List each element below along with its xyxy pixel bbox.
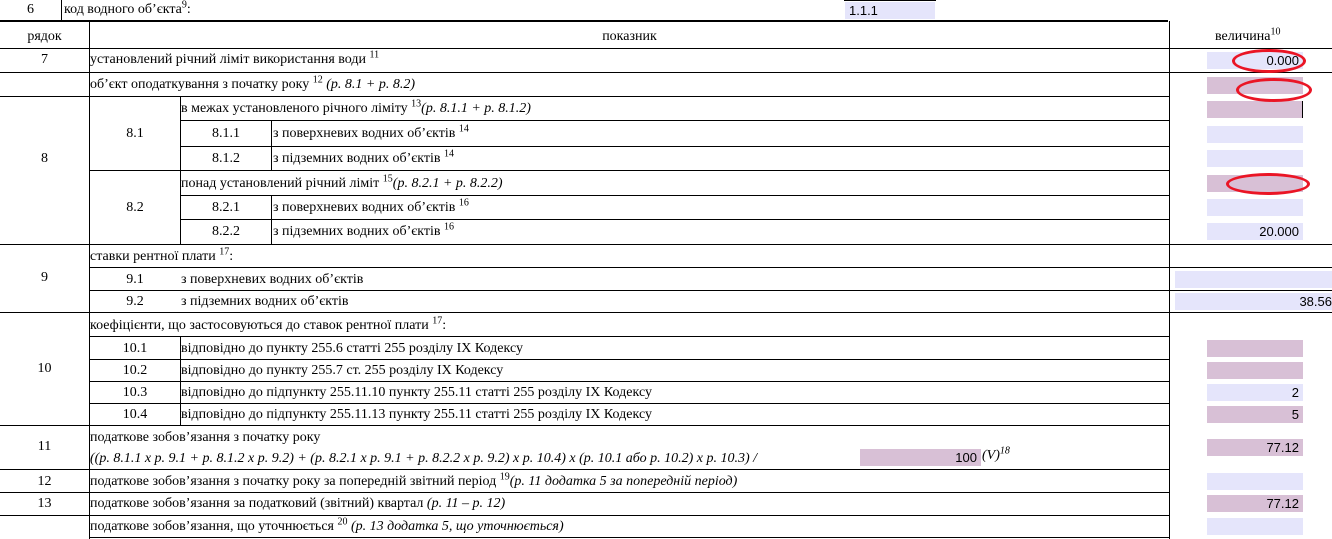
row-9-2-value[interactable]: 38.56 bbox=[1175, 293, 1332, 310]
row-clarified-value[interactable] bbox=[1207, 518, 1303, 535]
row-7-number: 7 bbox=[41, 52, 48, 67]
column-header-value: величина$^{10}$ bbox=[1215, 26, 1281, 44]
row-10-label: коефіцієнти, що застосовуються до ставок рентної плати $^{17}$: bbox=[90, 315, 447, 333]
row-8-1-1-number: 8.1.1 bbox=[212, 126, 240, 141]
row-8-2-number: 8.2 bbox=[126, 200, 144, 215]
row-10-4-number: 10.4 bbox=[122, 407, 148, 422]
row-9-2-label: з підземних водних об’єктів bbox=[181, 294, 349, 309]
row-7-value[interactable]: 0.000 bbox=[1207, 52, 1303, 69]
row-8-1-1-label: з поверхневих водних об’єктів $^{14}$ bbox=[273, 123, 469, 141]
row-8-2-2-number: 8.2.2 bbox=[212, 224, 240, 239]
row-10-4-label: відповідно до підпункту 255.11.13 пункту 255.11 статті 255 розділу ІХ Кодексу bbox=[181, 407, 652, 422]
row-8-label: об’єкт оподаткування з початку року $^{12}$ (р. 8.1 + р. 8.2) bbox=[90, 74, 416, 92]
row-8-1-value[interactable] bbox=[1207, 101, 1303, 118]
top-row-number: 6 bbox=[27, 2, 34, 17]
row-10-1-number: 10.1 bbox=[122, 341, 148, 356]
row-10-number: 10 bbox=[37, 361, 52, 376]
column-header-indicator: показник bbox=[602, 29, 657, 44]
highlight-oval-row-8-2 bbox=[1226, 173, 1310, 195]
row-10-3-number: 10.3 bbox=[122, 385, 148, 400]
water-object-code-input[interactable]: 1.1.1 bbox=[845, 2, 935, 19]
row-8-2-1-label: з поверхневих водних об’єктів $^{16}$ bbox=[273, 197, 469, 215]
row-10-4-value[interactable]: 5 bbox=[1207, 406, 1303, 423]
row-8-2-1-number: 8.2.1 bbox=[212, 200, 240, 215]
row-9-number: 9 bbox=[41, 270, 48, 285]
row-10-2-value[interactable] bbox=[1207, 362, 1303, 379]
row-13-value[interactable]: 77.12 bbox=[1207, 495, 1303, 512]
row-8-1-2-label: з підземних водних об’єктів $^{14}$ bbox=[273, 148, 455, 166]
row-8-1-2-value[interactable] bbox=[1207, 150, 1303, 167]
row-13-label: податкове зобов’язання за податковий (звітний) квартал (р. 11 – р. 12) bbox=[90, 496, 506, 511]
row-10-3-label: відповідно до підпункту 255.11.10 пункту 255.11 статті 255 розділу ІХ Кодексу bbox=[181, 385, 652, 400]
row-8-1-1-value[interactable] bbox=[1207, 126, 1303, 143]
row-10-2-number: 10.2 bbox=[122, 363, 148, 378]
row-8-2-2-label: з підземних водних об’єктів $^{16}$ bbox=[273, 221, 455, 239]
highlight-oval-row-8 bbox=[1236, 78, 1312, 102]
row-10-2-label: відповідно до пункту 255.7 ст. 255 розділу ІХ Кодексу bbox=[181, 363, 504, 378]
row-10-1-value[interactable] bbox=[1207, 340, 1303, 357]
row-11-value[interactable]: 77.12 bbox=[1207, 439, 1303, 456]
row-8-number: 8 bbox=[41, 151, 48, 166]
row-9-1-number: 9.1 bbox=[126, 272, 144, 287]
row-8-1-number: 8.1 bbox=[126, 126, 144, 141]
row-9-1-value[interactable] bbox=[1175, 271, 1332, 288]
row-clarified-label: податкове зобов’язання, що уточнюється $^{20}$ (р. 13 додатка 5, що уточнюється) bbox=[90, 516, 564, 534]
row-8-1-2-number: 8.1.2 bbox=[212, 151, 240, 166]
row-9-2-number: 9.2 bbox=[126, 294, 144, 309]
water-object-code-label: код водного об’єкта$^9$: bbox=[64, 0, 191, 17]
row-12-number: 12 bbox=[37, 474, 52, 489]
row-8-2-2-value[interactable]: 20.000 bbox=[1207, 223, 1303, 240]
row-8-2-label: понад установлений річний ліміт $^{15}$(р. 8.2.1 + р. 8.2.2) bbox=[181, 173, 503, 191]
row-13-number: 13 bbox=[37, 496, 52, 511]
row-11-formula: ((р. 8.1.1 х р. 9.1 + р. 8.1.2 х р. 9.2) + (р. 8.2.1 х р. 9.1 + р. 8.2.2 х р. 9.2) х р. 10.4) х (р. 10.1 або р. 10.2) х р. 10.3) / bbox=[90, 451, 758, 466]
row-11-label: податкове зобов’язання з початку року bbox=[90, 430, 321, 445]
row-12-value[interactable] bbox=[1207, 473, 1303, 490]
row-10-1-label: відповідно до пункту 255.6 статті 255 розділу ІХ Кодексу bbox=[181, 341, 523, 356]
row-11-number: 11 bbox=[37, 439, 52, 454]
row-9-label: ставки рентної плати $^{17}$: bbox=[90, 246, 234, 264]
row-10-3-value[interactable]: 2 bbox=[1207, 384, 1303, 401]
row-11-divisor-suffix: $(V)^{18}$ bbox=[982, 445, 1010, 463]
column-header-row: рядок bbox=[27, 29, 62, 44]
row-8-2-1-value[interactable] bbox=[1207, 199, 1303, 216]
highlight-oval-row-7 bbox=[1232, 49, 1306, 73]
row-12-label: податкове зобов’язання з початку року за попередній звітний період $^{19}$(р. 11 додатка 5 за попередній період) bbox=[90, 471, 738, 489]
row-7-label: установлений річний ліміт використання води $^{11}$ bbox=[90, 49, 380, 67]
row-9-1-label: з поверхневих водних об’єктів bbox=[181, 272, 364, 287]
row-11-divisor-input[interactable]: 100 bbox=[860, 449, 981, 466]
row-8-1-label: в межах установленого річного ліміту $^{13}$(р. 8.1.1 + р. 8.1.2) bbox=[181, 98, 531, 116]
